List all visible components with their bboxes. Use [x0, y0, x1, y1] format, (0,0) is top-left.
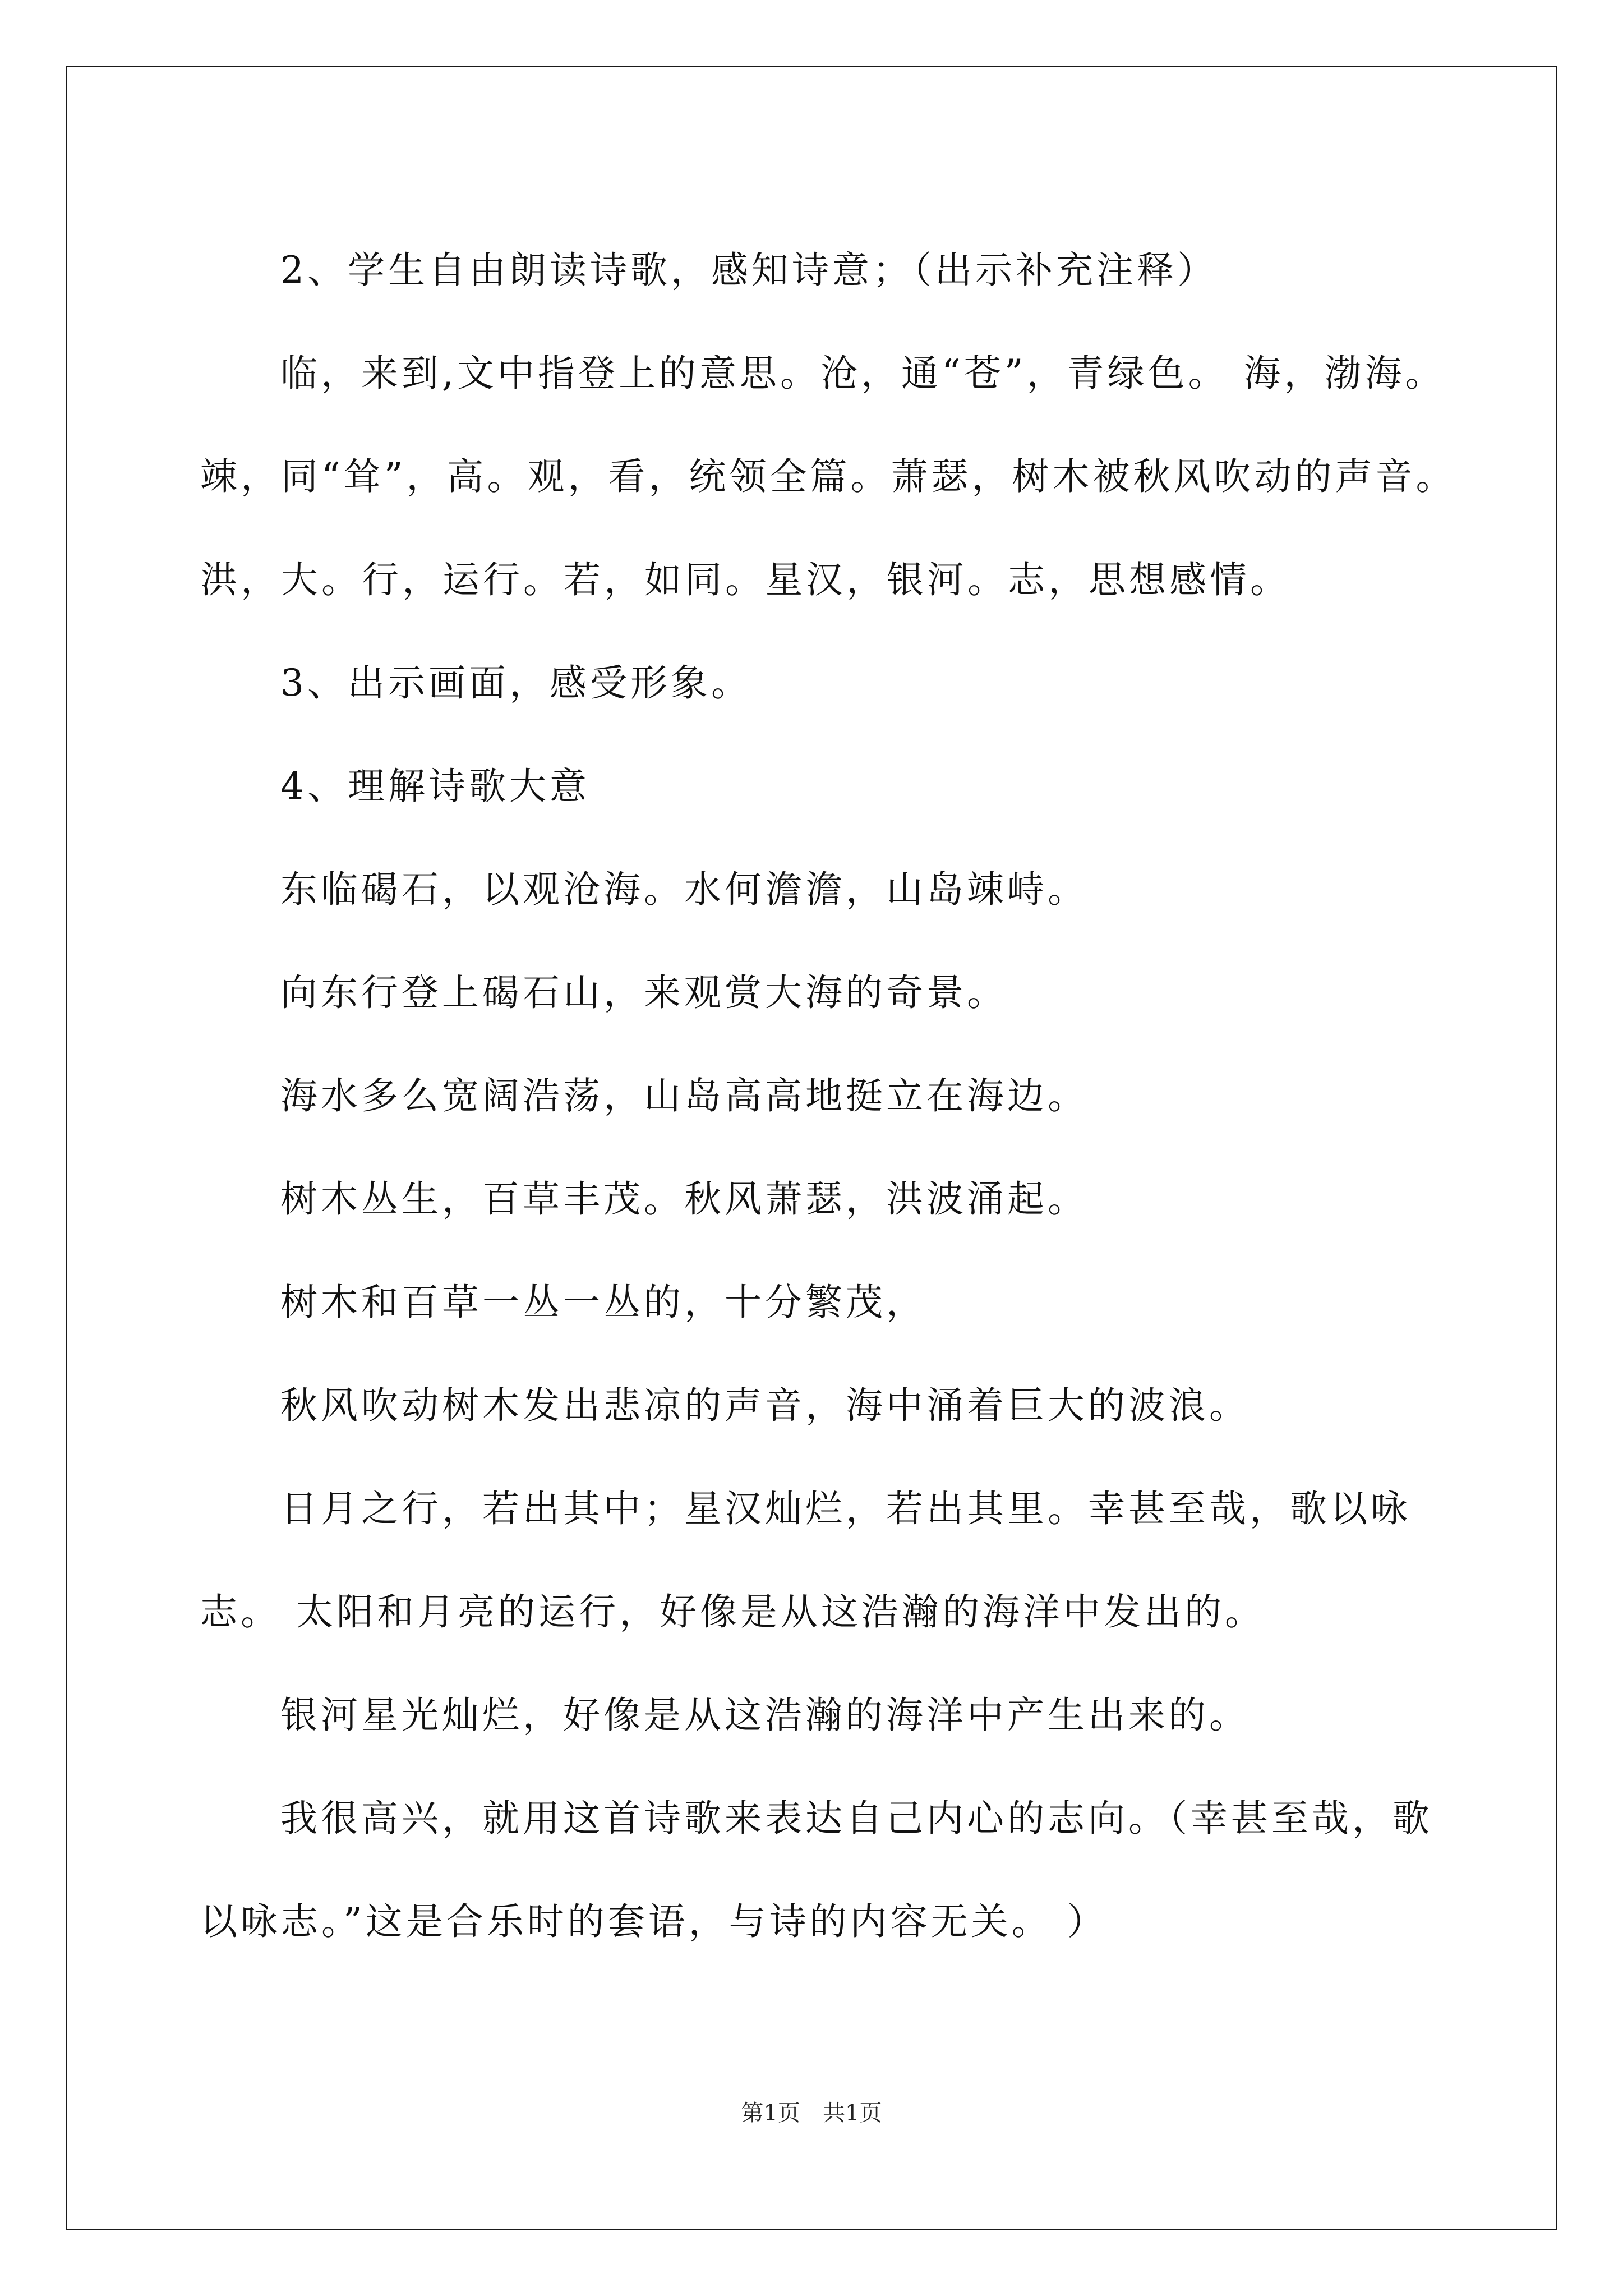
- paragraph-11: [200, 1457, 1490, 1664]
- paragraph-12: [200, 1664, 1490, 1767]
- paragraph-10: [200, 1354, 1490, 1457]
- text-line: 东临碣石，以观沧海。水何澹澹，山岛竦峙。: [280, 868, 1088, 911]
- document-body: [200, 219, 1490, 1973]
- page-footer: 第1页 共1页: [741, 2100, 882, 2126]
- paragraph-13: [200, 1767, 1490, 1973]
- paragraph-4: [200, 735, 1490, 838]
- text-line: 3、出示画面，感受形象。: [280, 661, 751, 705]
- text-line: 树木和百草一丛一丛的，十分繁茂，: [280, 1281, 926, 1324]
- text-line: 我很高兴，就用这首诗歌来表达自己内心的志向。（幸甚至哉，歌: [280, 1797, 1433, 1840]
- text-line: 秋风吹动树木发出悲凉的声音，海中涌着巨大的波浪。: [280, 1384, 1249, 1427]
- text-line: 以咏志。”这是合乐时的套语，与诗的内容无关。 ）: [200, 1900, 1108, 1943]
- text-line: 日月之行，若出其中；星汉灿烂，若出其里。幸甚至哉，歌以咏: [280, 1487, 1411, 1530]
- paragraph-7: [200, 1045, 1490, 1148]
- paragraph-8: [200, 1148, 1490, 1251]
- text-line: 洪，大。行，运行。若，如同。星汉，银河。志，思想感情。: [200, 558, 1290, 601]
- text-line: 树木丛生，百草丰茂。秋风萧瑟，洪波涌起。: [280, 1177, 1088, 1221]
- paragraph-2: [200, 322, 1490, 632]
- text-line: 4、理解诗歌大意: [280, 765, 590, 808]
- text-line: 银河星光灿烂，好像是从这浩瀚的海洋中产生出来的。: [280, 1694, 1249, 1737]
- paragraph-9: [200, 1251, 1490, 1354]
- text-line: 2、学生自由朗读诗歌，感知诗意；（出示补充注释）: [280, 249, 1218, 292]
- paragraph-6: [200, 941, 1490, 1045]
- text-line: 竦，同“耸”，高。观，看，统领全篇。萧瑟，树木被秋风吹动的声音。: [200, 455, 1456, 498]
- text-line: 向东行登上碣石山，来观赏大海的奇景。: [280, 971, 1007, 1014]
- text-line: 临，来到,文中指登上的意思。沧，通“苍”，青绿色。 海，渤海。: [280, 352, 1446, 395]
- text-line: 海水多么宽阔浩荡，山岛高高地挺立在海边。: [280, 1074, 1088, 1117]
- paragraph-3: [200, 632, 1490, 735]
- paragraph-1: [200, 219, 1490, 322]
- paragraph-5: [200, 838, 1490, 941]
- text-line: 志。 太阳和月亮的运行，好像是从这浩瀚的海洋中发出的。: [200, 1590, 1265, 1634]
